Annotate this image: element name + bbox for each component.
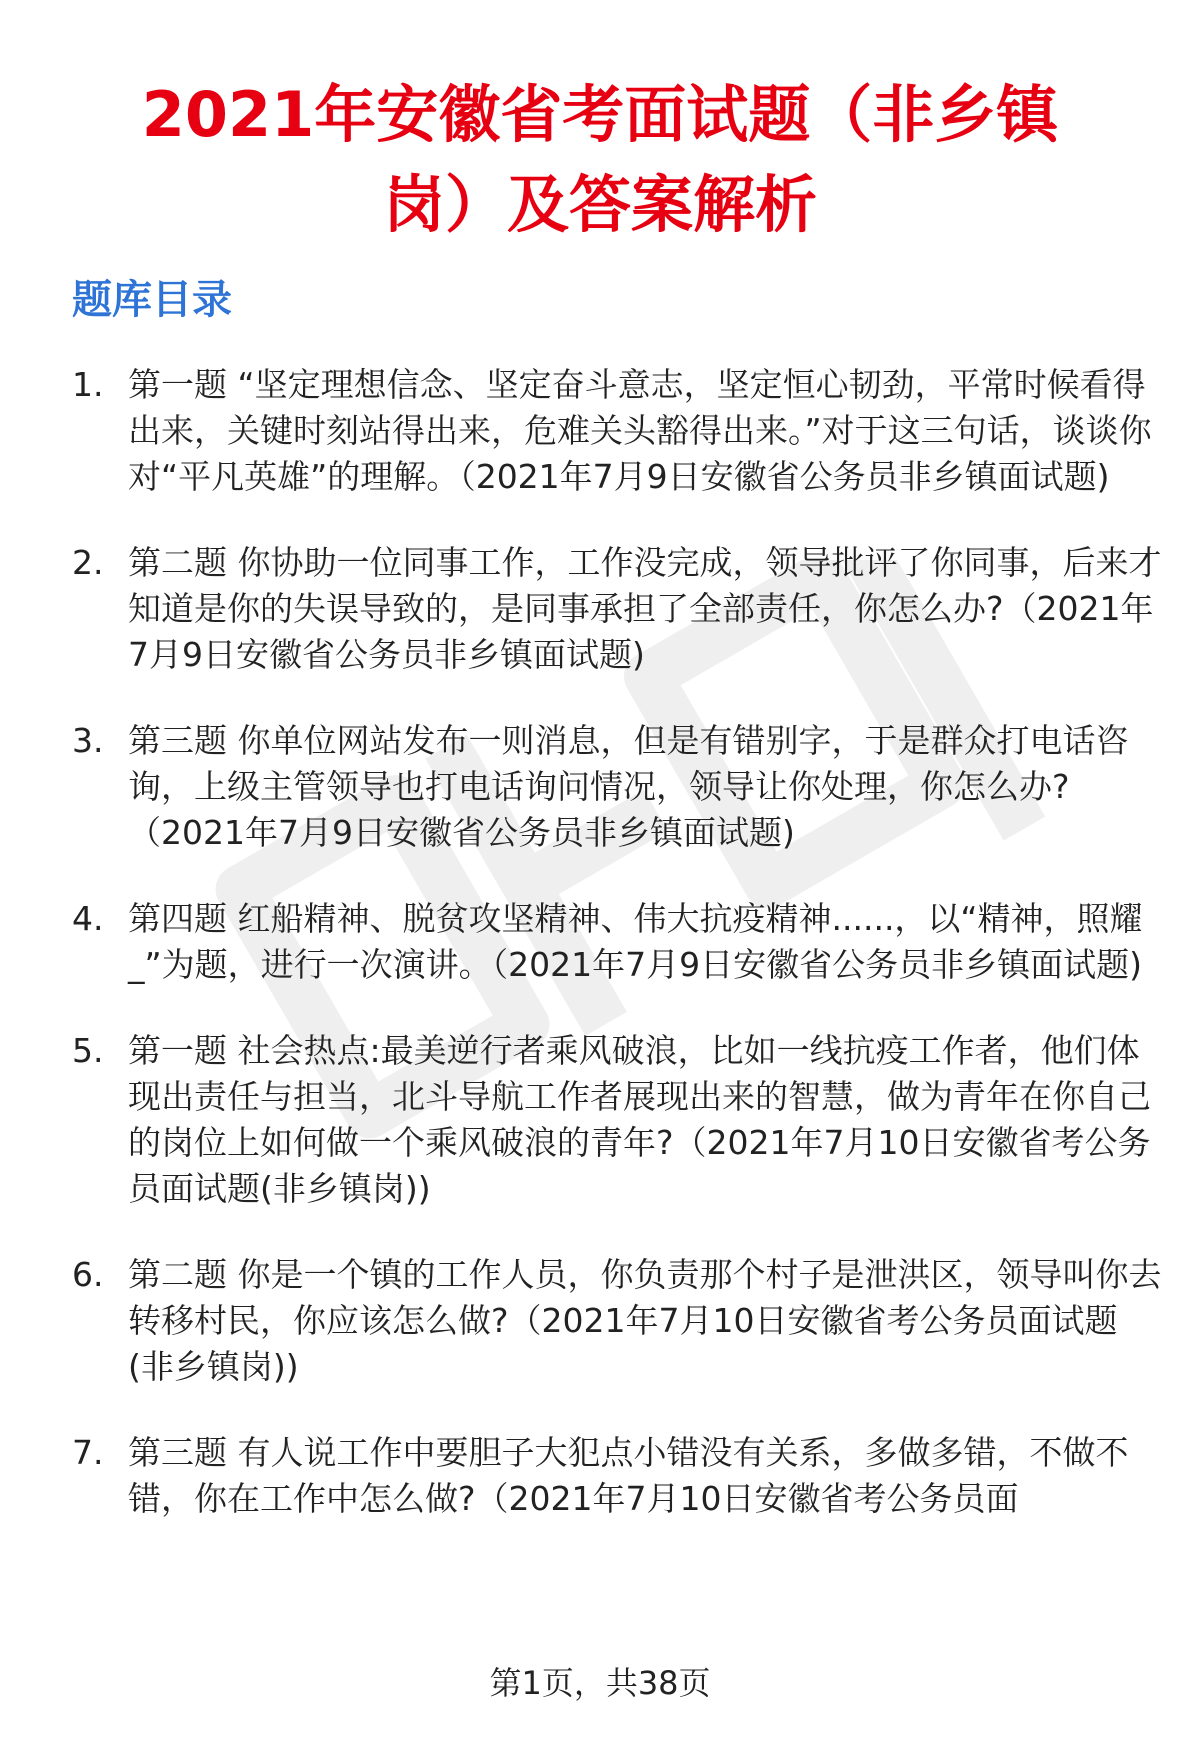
question-number: 1. [72,365,104,404]
question-number: 4. [72,899,104,938]
question-text: 第三题 你单位网站发布一则消息，但是有错别字，于是群众打电话咨询，上级主管领导也打电话询问情况，领导让你处理，你怎么办?（2021年7月9日安徽省公务员非乡镇面试题) [128,721,1129,852]
question-item-4 [72,896,1162,988]
question-number: 2. [72,543,104,582]
question-text: 第一题 “坚定理想信念、坚定奋斗意志，坚定恒心韧劲，平常时候看得出来，关键时刻站得出来，危难关头豁得出来。”对于这三句话，谈谈你对“平凡英雄”的理解。（2021年7月9日安徽省公务员非乡镇面试题) [128,365,1152,496]
question-number: 7. [72,1433,104,1472]
document-title-line1: 2021年安徽省考面试题（非乡镇 [141,78,1059,151]
question-number: 5. [72,1031,104,1070]
question-item-3 [72,718,1162,856]
question-item-7 [72,1430,1162,1522]
question-item-1 [72,362,1162,500]
document-title [60,70,1140,250]
question-text: 第二题 你是一个镇的工作人员，你负责那个村子是泄洪区，领导叫你去转移村民，你应该怎么做?（2021年7月10日安徽省考公务员面试题(非乡镇岗)) [128,1255,1162,1386]
question-text: 第三题 有人说工作中要胆子大犯点小错没有关系，多做多错，不做不错，你在工作中怎么做?（2021年7月10日安徽省考公务员面 [128,1433,1129,1518]
question-item-6 [72,1252,1162,1390]
question-list [72,362,1162,1562]
question-text: 第二题 你协助一位同事工作，工作没完成，领导批评了你同事，后来才知道是你的失误导致的，是同事承担了全部责任，你怎么办?（2021年7月9日安徽省公务员非乡镇面试题) [128,543,1162,674]
question-number: 6. [72,1255,104,1294]
question-item-5 [72,1028,1162,1212]
document-title-line2: 岗）及答案解析 [382,168,817,241]
question-text: 第四题 红船精神、脱贫攻坚精神、伟大抗疫精神......，以“精神，照耀_”为题，进行一次演讲。（2021年7月9日安徽省公务员非乡镇面试题) [128,899,1143,984]
question-item-2 [72,540,1162,678]
toc-heading: 题库目录 [72,277,232,323]
question-text: 第一题 社会热点:最美逆行者乘风破浪，比如一线抗疫工作者，他们体现出责任与担当，北斗导航工作者展现出来的智慧，做为青年在你自己的岗位上如何做一个乘风破浪的青年?（2021年7月10日安徽省考公务员面试题(非乡镇岗)) [128,1031,1151,1208]
question-number: 3. [72,721,104,760]
page-footer: 第1页，共38页 [489,1664,711,1702]
